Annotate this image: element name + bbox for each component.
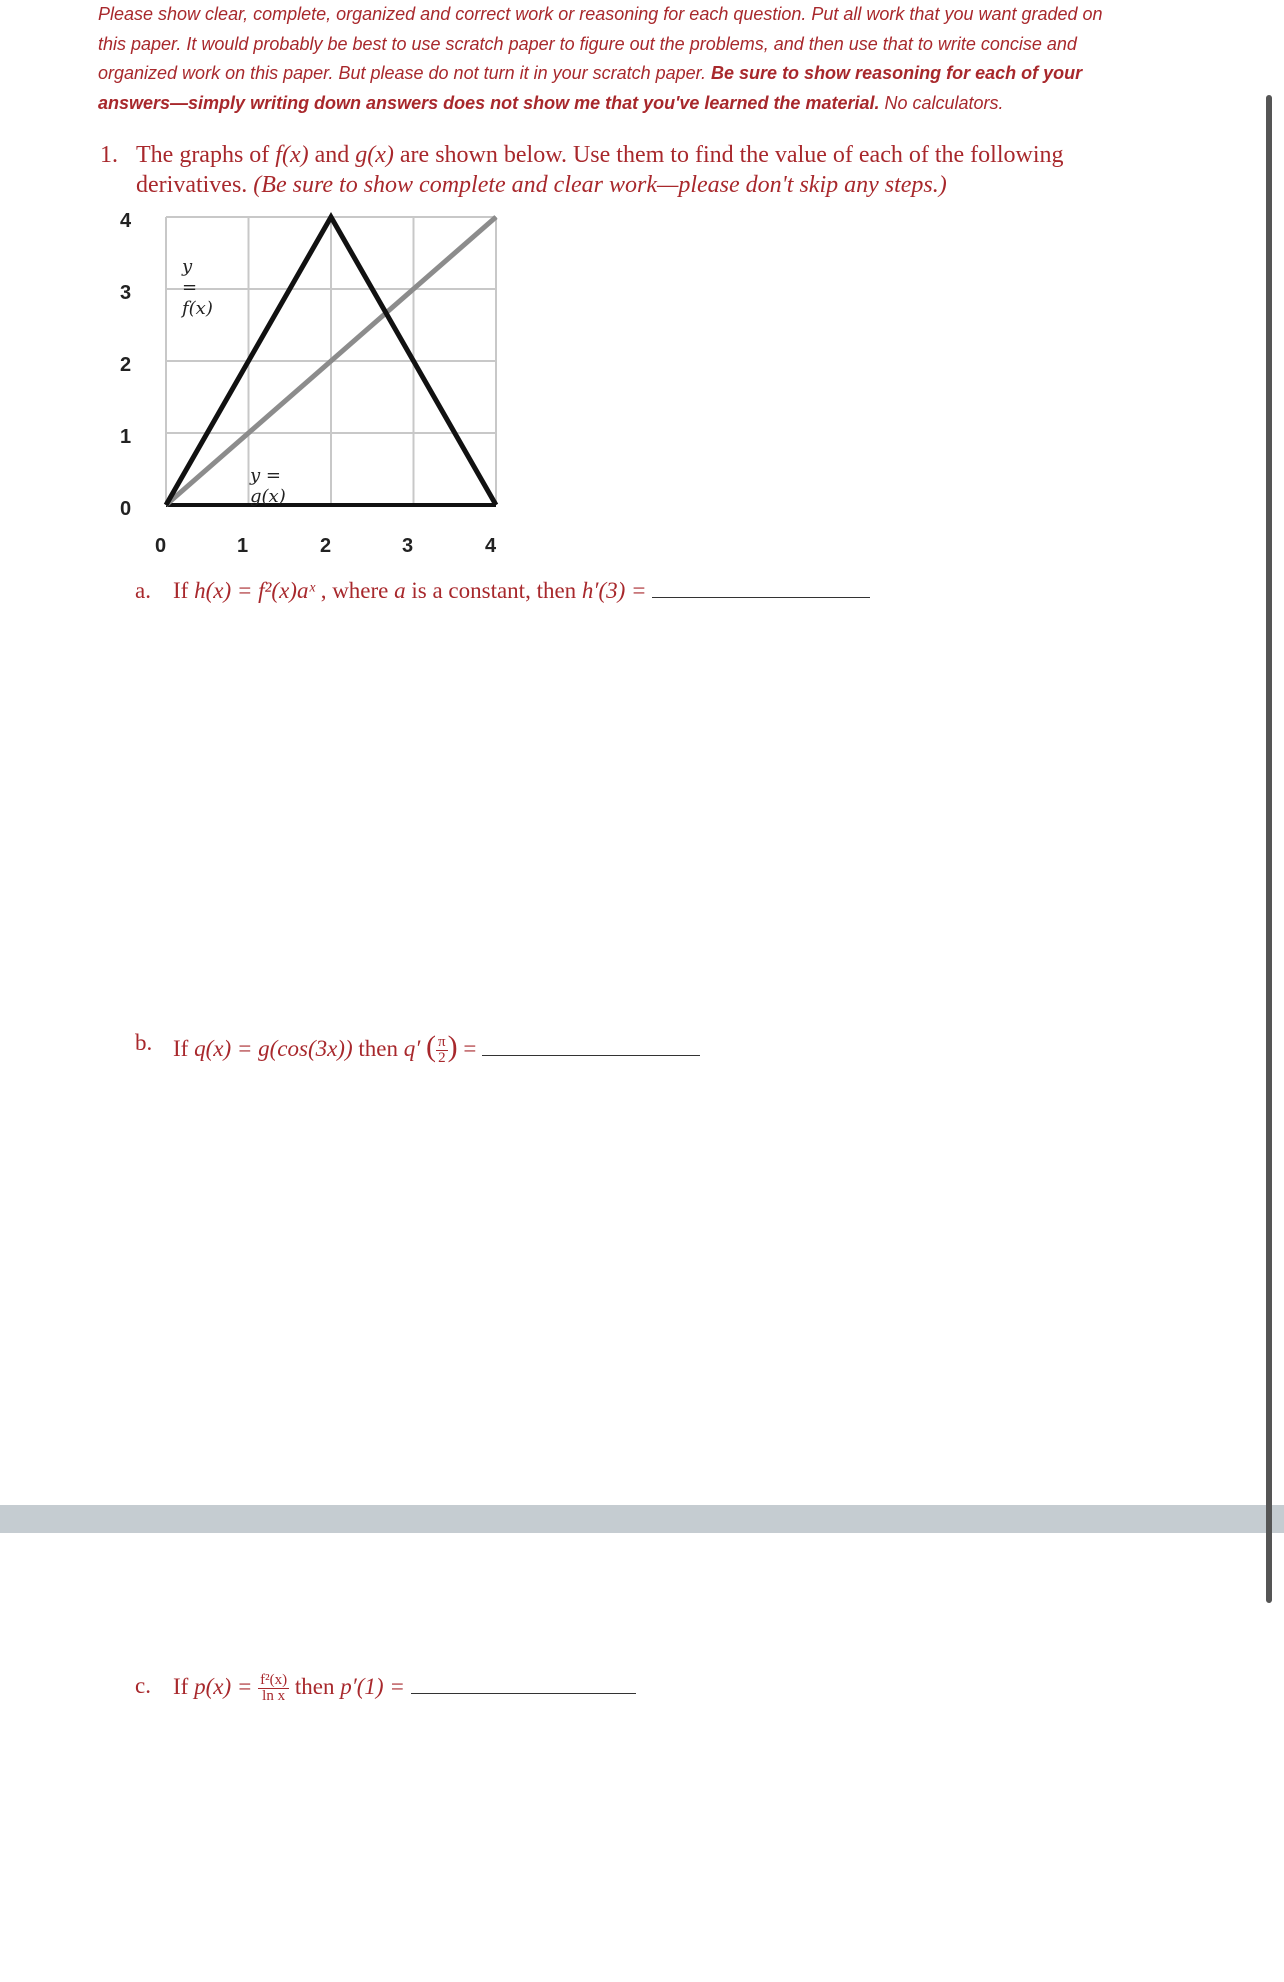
right-paren: ) (447, 1030, 458, 1063)
f-squared-over-ln-fraction (258, 1673, 289, 1704)
part-a-answer-blank[interactable] (652, 579, 870, 598)
instructions-line-3-bold: Be sure to show reasoning for each of your (711, 63, 1083, 83)
q-text-c: derivatives. (136, 172, 248, 198)
vertical-scrollbar[interactable] (1266, 95, 1272, 1603)
instructions-line-4 (98, 89, 1178, 119)
pi-over-2-fraction (436, 1035, 448, 1066)
page-divider (0, 1505, 1284, 1533)
frac-top: f²(x) (260, 1672, 288, 1688)
part-b-body (173, 1030, 700, 1066)
question-text-line-2 (136, 170, 1176, 200)
frac-top: π (438, 1034, 446, 1051)
part-b-equals: = (463, 1036, 477, 1061)
instructions-line-3 (98, 59, 1178, 89)
part-b-if: If (173, 1036, 195, 1061)
q-fx: f(x) (275, 142, 309, 168)
q-and: and (314, 142, 350, 168)
part-a-body (173, 578, 870, 604)
part-letter: b. (135, 1030, 153, 1055)
g-curve-label: y = g(x) (250, 465, 286, 507)
part-a-target: h′(3) = (581, 578, 647, 603)
instructions-line-3-plain: organized work on this paper. But please do not turn it in your scratch paper. (98, 63, 707, 83)
part-a-expression: h(x) = f²(x)aˣ (194, 578, 315, 603)
instructions-block (98, 0, 1178, 118)
part-a-if: If (173, 578, 195, 603)
question-text (136, 140, 1176, 200)
part-a-then: is a constant, then (405, 578, 582, 603)
part-b-expression: q(x) = g(cos(3x)) (194, 1036, 353, 1061)
part-letter: c. (135, 1673, 151, 1698)
x-tick-label: 4 (485, 535, 497, 557)
frac-bottom: 2 (438, 1050, 446, 1067)
part-b-target: q′ (403, 1036, 421, 1061)
part-a-where: , where (314, 578, 395, 603)
part-c-then: then (289, 1673, 341, 1699)
x-tick-label: 0 (155, 535, 167, 557)
q-text-italic: (Be sure to show complete and clear work—please don't skip any steps.) (253, 172, 947, 198)
part-c-if: If (173, 1673, 195, 1699)
q-text-b: are shown below. Use them to find the value of each of the following (399, 142, 1064, 168)
frac-bottom: ln x (262, 1688, 286, 1704)
part-b-then: then (352, 1036, 404, 1061)
part-c-expression: p(x) = (194, 1673, 253, 1699)
x-tick-label: 2 (320, 535, 332, 557)
left-paren: ( (426, 1030, 437, 1063)
y-tick-label: 0 (120, 498, 132, 520)
y-tick-label: 1 (120, 426, 132, 448)
y-tick-label: 2 (120, 354, 132, 376)
part-c-target: p′(1) = (340, 1673, 405, 1699)
x-tick-label: 1 (237, 535, 249, 557)
instructions-line-4-plain: No calculators. (884, 92, 1004, 113)
part-letter: a. (135, 578, 151, 603)
part-b-answer-blank[interactable] (482, 1037, 700, 1056)
part-a-variable: a (394, 578, 406, 603)
question-text-line-1 (136, 140, 1176, 170)
q-gx: g(x) (355, 142, 394, 168)
f-curve-label: y = f(x) (182, 256, 213, 319)
q-text-a: The graphs of (136, 142, 270, 168)
instructions-line-1: Please show clear, complete, organized and correct work or reasoning for each question. Put all work that you want graded on (98, 4, 1103, 24)
x-tick-label: 3 (402, 535, 414, 557)
y-tick-label: 4 (120, 210, 132, 232)
y-tick-label: 3 (120, 282, 132, 304)
part-c-body (173, 1673, 636, 1704)
graph-plot (100, 200, 520, 530)
part-c-answer-blank[interactable] (411, 1675, 636, 1694)
instructions-line-2: this paper. It would probably be best to use scratch paper to figure out the problems, and then use that to write concise and (98, 33, 1077, 54)
instructions-line-4-bold: answers—simply writing down answers does not show me that you've learned the material. (98, 92, 880, 113)
question-number: 1. (100, 142, 118, 168)
